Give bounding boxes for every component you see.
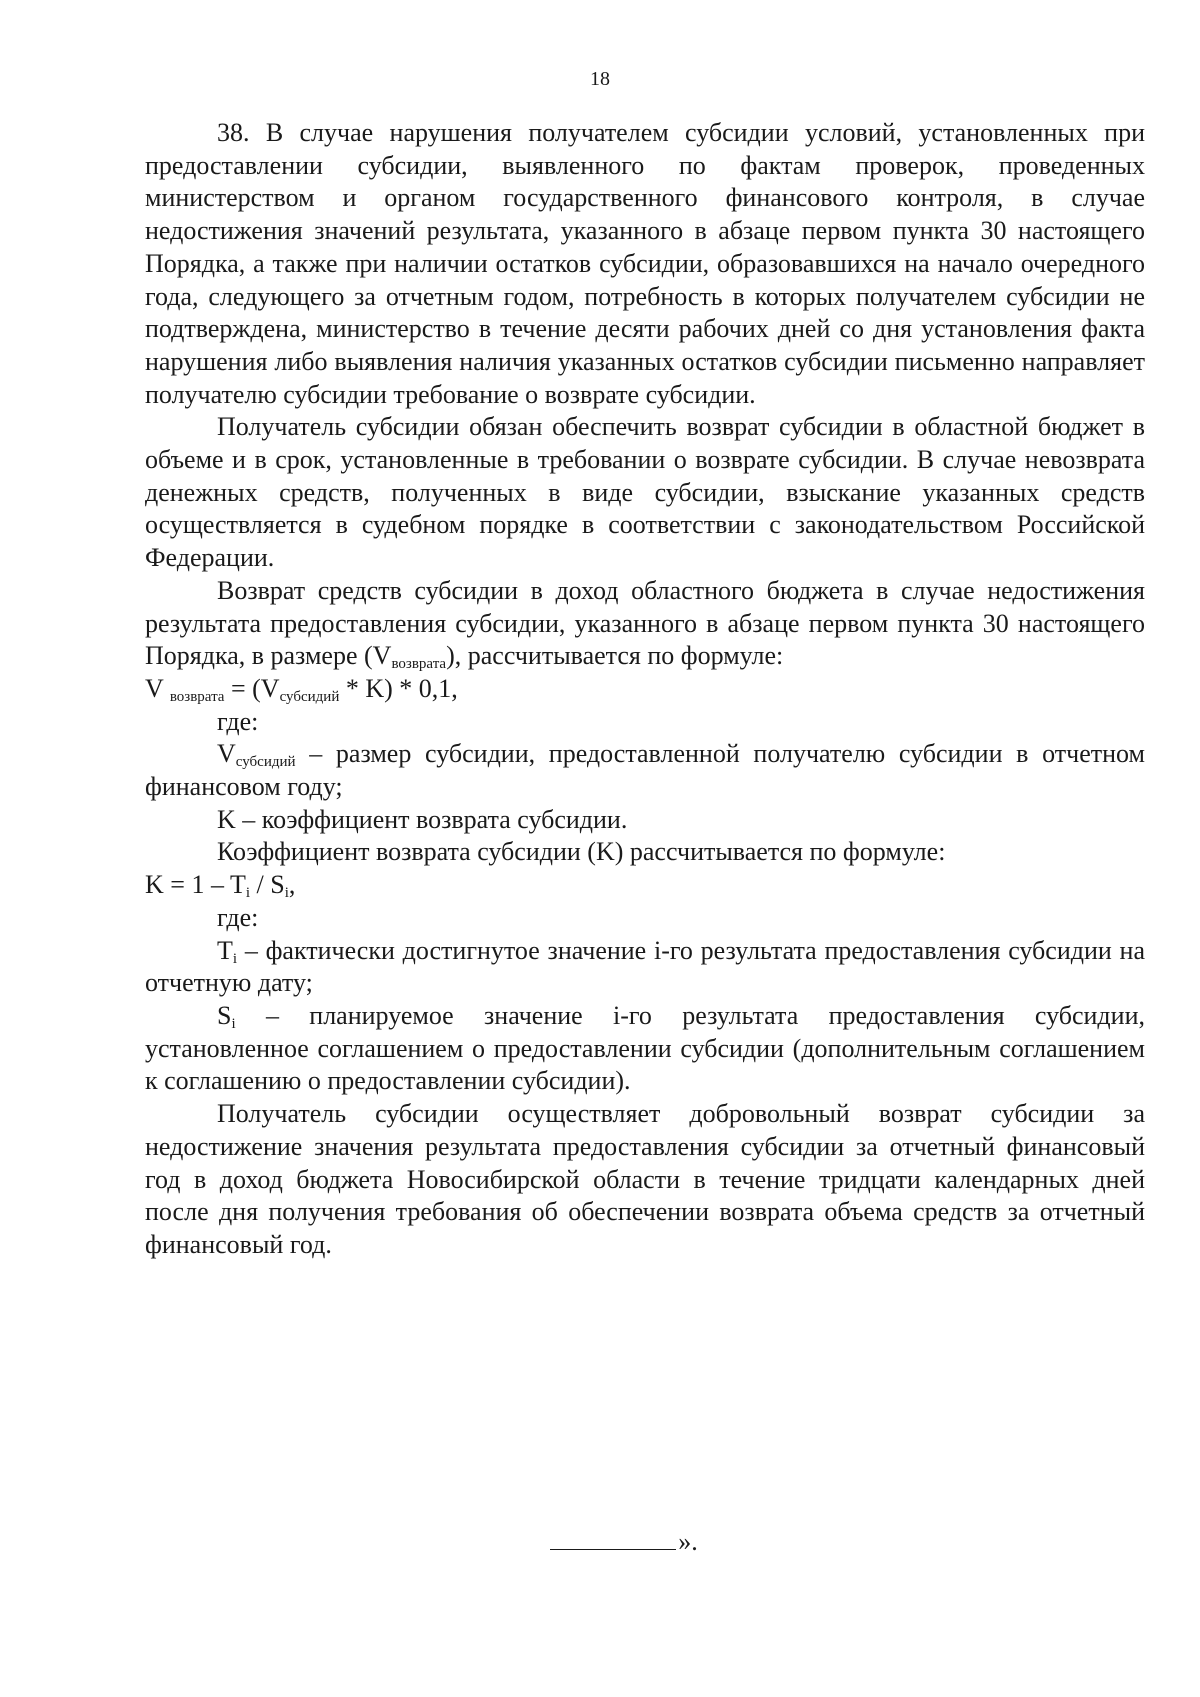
- paragraph-obligation: Получатель субсидии обязан обеспечить возврат субсидии в областной бюджет в объеме и в срок, установленные в требовании о возврате субсидии. В случае невозврата денежных средств, полученных в виде субсидии, взыскание указанных средств осуществляется в судебном порядке в соответствии с законодательством Российской Федерации.: [145, 412, 1145, 573]
- definition-si: $S_i$ – планируемое значение i-го результата предоставления субсидии, установленное соглашением о предоставлении субсидии (дополнительным соглашением к соглашению о предоставлении субсидии).: [145, 1000, 1145, 1096]
- formula-coefficient: $K = 1 - T_i / S_i$,: [145, 870, 296, 902]
- closing-underline: [550, 1527, 676, 1550]
- page-number: 18: [590, 68, 610, 90]
- where-label-2: где:: [217, 902, 259, 932]
- paragraph-38: 38. В случае нарушения получателем субсидии условий, установленных при предоставлении субсидии, выявленного по фактам проверок, проведенных министерством и органом государственного финансового контроля, в случае недостижения значений результата, указанного в абзаце первом пункта 30 настоящего Порядка, а также при наличии остатков субсидии, образовавшихся на начало очередного года, следующего за отчетным годом, потребность в которых получателем субсидии не подтверждена, министерство в течение десяти рабочих дней со дня установления факта нарушения либо выявления наличия указанных остатков субсидии письменно направляет получателю субсидии требование о возврате субсидии.: [145, 118, 1145, 409]
- definition-k: K – коэффициент возврата субсидии.: [217, 804, 628, 834]
- paragraph-return-calc: Возврат средств субсидии в доход областного бюджета в случае недостижения результата предоставления субсидии, указанного в абзаце первом пункта 30 настоящего Порядка, в размере $(V_{возврата})$, рассчитывается по формуле:: [145, 575, 1145, 673]
- k-formula-intro: Коэффициент возврата субсидии (K) рассчитывается по формуле:: [217, 837, 946, 867]
- document-body: [145, 117, 1145, 1262]
- definition-vsub: $V_{субсидий}$ – размер субсидии, предоставленной получателю субсидии в отчетном финансовом году;: [145, 739, 1145, 802]
- definition-ti: $T_i$ – фактически достигнутое значение i-го результата предоставления субсидии на отчетную дату;: [145, 935, 1145, 998]
- formula-return: V $_{возврата} = (V_{субсидий} * K) * 0,1$,: [145, 673, 458, 705]
- closing-mark: ».: [0, 1527, 1200, 1557]
- where-label-1: где:: [217, 706, 259, 736]
- paragraph-voluntary-return: Получатель субсидии осуществляет добровольный возврат субсидии за недостижение значения результата предоставления субсидии за отчетный финансовый год в доход бюджета Новосибирской области в течение тридцати календарных дней после дня получения требования об обеспечении возврата объема средств за отчетный финансовый год.: [145, 1099, 1145, 1259]
